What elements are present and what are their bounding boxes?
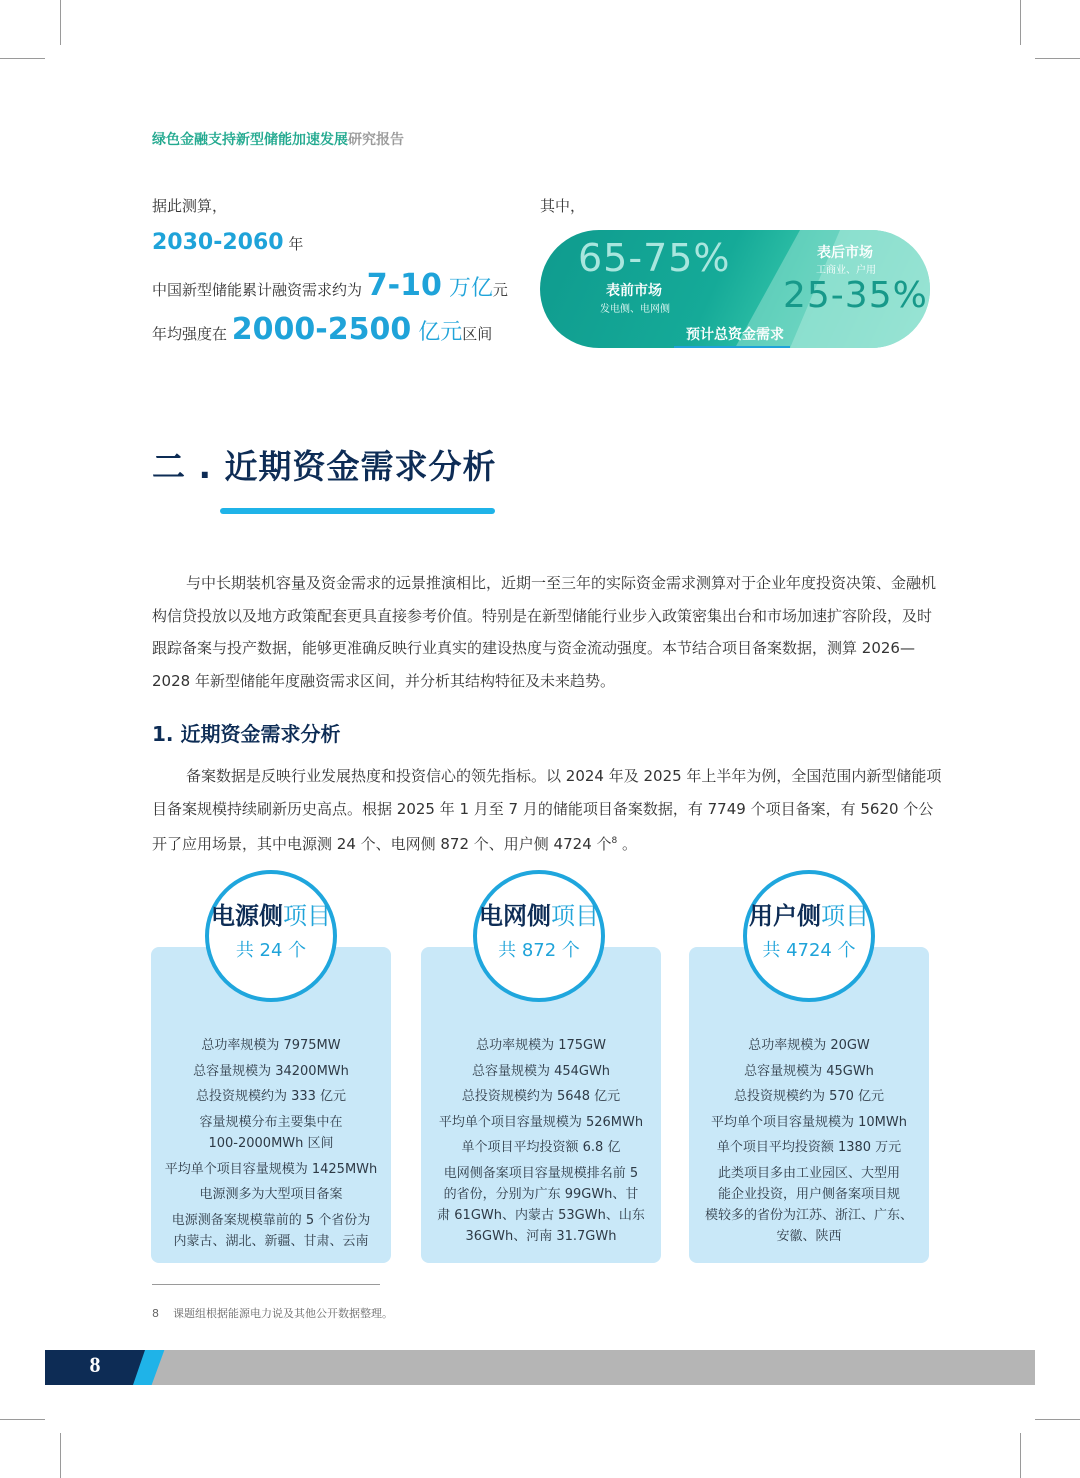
crop-mark	[1035, 58, 1080, 59]
card-user-count: 共 4724 个	[762, 940, 856, 961]
intro-paragraph-text: 与中长期装机容量及资金需求的远景推演相比，近期一至三年的实际资金需求测算对于企业年度投资决策、金融机构信贷投放以及地方政策配套更具直接参考价值。特别是在新型储能行业步入政策密集出台和市场加速扩容阶段，及时跟踪备案与投产数据，能够更准确反映行业真实的建设热度与资金流动强度。本节结合项目备案数据，测算 2026—2028 年新型储能年度融资需求区间，并分析其结构特征及未来趋势。	[152, 574, 937, 690]
card-line: 单个项目平均投资额 6.8 亿	[461, 1140, 621, 1155]
card-line: 总容量规模为 45GWh	[744, 1063, 874, 1079]
card-line: 安徽、陕西	[776, 1228, 842, 1244]
card-grid-badge	[473, 870, 605, 1002]
card-line: 此类项目多由工业园区、大型用	[717, 1165, 900, 1181]
subsection-paragraph-end: 。	[617, 835, 638, 853]
card-line: 容量规模分布主要集中在	[199, 1114, 343, 1130]
estimate-total-unit: 万亿	[441, 276, 493, 301]
intro-paragraph	[152, 567, 942, 697]
card-title-dark: 用户侧	[749, 902, 821, 930]
card-line: 总投资规模约为 570 亿元	[733, 1089, 885, 1104]
card-line: 总投资规模约为 333 亿元	[195, 1089, 347, 1104]
card-line: 平均单个项目容量规模为 526MWh	[438, 1114, 644, 1130]
crop-mark	[1020, 0, 1021, 45]
header-title-grey: 研究报告	[348, 132, 404, 148]
card-user-lines	[695, 1033, 923, 1250]
card-line: 的省份，分别为广东 99GWh、甘	[443, 1186, 639, 1202]
footer-bar	[150, 1350, 1035, 1385]
total-demand-label: 预计总资金需求	[686, 327, 784, 343]
estimate-total-suffix: 元	[492, 281, 508, 299]
card-title-light: 项目	[551, 902, 599, 930]
card-line: 单个项目平均投资额 1380 万元	[716, 1140, 902, 1155]
card-line: 36GWh、河南 31.7GWh	[465, 1228, 617, 1244]
card-line: 总功率规模为 20GW	[748, 1038, 870, 1053]
crop-mark	[0, 1419, 45, 1420]
card-generation-lines	[157, 1033, 385, 1255]
front-market-title: 表前市场	[606, 283, 662, 299]
estimate-years-unit: 年	[283, 235, 304, 253]
estimate-intro: 据此测算，	[152, 197, 228, 215]
estimate-annual-value: 2000-2500	[231, 312, 412, 347]
crop-mark	[60, 0, 61, 45]
footnote-divider	[152, 1284, 380, 1285]
card-line: 电源测多为大型项目备案	[199, 1187, 343, 1202]
back-market-subtitle: 工商业、户用	[816, 265, 876, 276]
card-generation-title	[209, 896, 333, 931]
estimate-years: 2030-2060	[152, 230, 284, 255]
card-line: 总功率规模为 7975MW	[201, 1038, 341, 1053]
footnote-text: 课题组根据能源电力说及其他公开数据整理。	[173, 1307, 393, 1320]
subsection-title: 1. 近期资金需求分析	[152, 722, 341, 746]
card-line: 总功率规模为 175GW	[476, 1038, 606, 1053]
card-title-dark: 电网侧	[479, 902, 551, 930]
card-line: 总容量规模为 34200MWh	[193, 1063, 349, 1079]
estimate-years-line	[152, 230, 303, 255]
crop-mark	[60, 1433, 61, 1478]
header-title-green: 绿色金融支持新型储能加速发展	[152, 132, 348, 148]
estimate-total-value: 7-10	[366, 268, 442, 303]
card-grid-title	[477, 896, 601, 931]
card-line: 总投资规模约为 5648 亿元	[461, 1089, 621, 1104]
footnote-number: 8	[152, 1307, 159, 1320]
front-market-percent: 65-75%	[578, 236, 731, 280]
estimate-total-line	[152, 268, 508, 303]
estimate-annual-suffix: 区间	[462, 325, 493, 343]
estimate-annual-line	[152, 312, 492, 347]
footnote	[152, 1305, 407, 1321]
section-title-bar	[220, 508, 495, 514]
card-line: 平均单个项目容量规模为 1425MWh	[164, 1161, 378, 1177]
card-user-badge	[743, 870, 875, 1002]
card-line: 肃 61GWh、内蒙古 53GWh、山东	[437, 1207, 645, 1223]
estimate-total-prefix: 中国新型储能累计融资需求约为	[152, 281, 367, 299]
card-user-title	[747, 896, 871, 931]
card-grid-count: 共 872 个	[498, 940, 580, 961]
card-line: 100-2000MWh 区间	[208, 1135, 334, 1151]
subsection-paragraph	[152, 760, 942, 861]
card-title-light: 项目	[821, 902, 869, 930]
card-line: 能企业投资，用户侧备案项目规	[717, 1186, 900, 1202]
total-demand-underline	[674, 346, 790, 348]
card-grid-lines	[427, 1033, 655, 1250]
card-generation-count: 共 24 个	[235, 940, 307, 961]
card-line: 电网侧备案项目容量规模排名前 5	[443, 1165, 639, 1181]
subsection-paragraph-text: 备案数据是反映行业发展热度和投资信心的领先指标。以 2024 年及 2025 年上半年为例，全国范围内新型储能项目备案规模持续刷新历史高点。根据 2025 年 1 月至 7 月的储能项目备案数据，有 7749 个项目备案，有 5620 个公开了应用场景，其中电源测 24 个、电网侧 872 个、用户侧 4724 个	[152, 767, 942, 853]
card-line: 内蒙古、湖北、新疆、甘肃、云南	[173, 1233, 369, 1249]
back-market-title: 表后市场	[817, 245, 873, 261]
page-number: 8	[89, 1352, 101, 1377]
card-title-dark: 电源侧	[211, 902, 283, 930]
card-title-light: 项目	[283, 902, 331, 930]
card-line: 平均单个项目容量规模为 10MWh	[711, 1114, 907, 1130]
card-line: 总容量规模为 454GWh	[471, 1063, 611, 1079]
estimate-annual-prefix: 年均强度在	[152, 325, 232, 343]
estimate-annual-unit: 亿元	[411, 320, 463, 345]
front-market-subtitle: 发电侧、电网侧	[600, 304, 670, 315]
crop-mark	[1020, 1433, 1021, 1478]
crop-mark	[1035, 1419, 1080, 1420]
footnote-ref[interactable]: 8	[611, 836, 618, 846]
card-generation-badge	[205, 870, 337, 1002]
back-market-percent: 25-35%	[783, 275, 928, 316]
section-title: 二 . 近期资金需求分析	[152, 447, 497, 486]
card-line: 模较多的省份为江苏、浙江、广东、	[704, 1207, 913, 1223]
crop-mark	[0, 58, 45, 59]
running-header	[152, 129, 404, 149]
card-line: 电源测备案规模靠前的 5 个省份为	[171, 1212, 371, 1228]
split-intro: 其中，	[540, 197, 586, 215]
market-split-pill	[540, 230, 930, 348]
